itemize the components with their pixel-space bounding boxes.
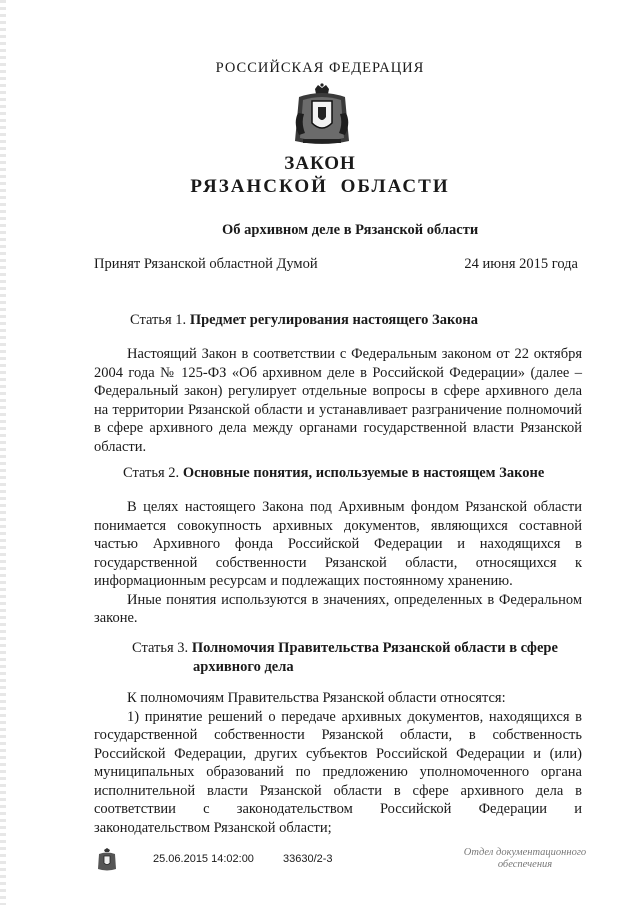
article-3-intro: К полномочиям Правительства Рязанской области относятся: — [127, 690, 506, 706]
article-2-p1: В целях настоящего Закона под Архивным фондом Рязанской области понимается совокупность архивных документов, являющихся составной частью Архивного фонда Российской Федерации и находящихся в государственной собственности Рязанской области, относящихся к информационным ресурсам и подлежащих постоянному хранению. — [94, 499, 582, 589]
article-2-heading — [123, 464, 544, 483]
article-1-text: Настоящий Закон в соответствии с Федеральным законом от 22 октября 2004 года № 125-ФЗ «Об архивном деле в Российской Федерации» (далее – Федеральный закон) регулирует отдельные вопросы в сфере архивного дела на территории Рязанской области и устанавливает разграничение полномочий в сфере архивного дела между органами государственной власти Рязанской области. — [94, 346, 582, 455]
footer-datetime: 25.06.2015 14:02:00 — [153, 853, 254, 865]
article-2-label: Статья 2. — [123, 465, 180, 481]
article-2-p2: Иные понятия используются в значениях, определенных в Федеральном законе. — [94, 591, 582, 626]
adoption-date: 24 июня 2015 года — [464, 256, 578, 272]
article-3-body — [94, 689, 582, 837]
adopted-by: Принят Рязанской областной Думой — [94, 256, 318, 272]
coat-of-arms-icon — [289, 83, 355, 149]
article-2-body — [94, 498, 582, 628]
article-1-title: Предмет регулирования настоящего Закона — [189, 312, 478, 328]
adoption-row — [94, 256, 578, 273]
article-3-title-line1: Полномочия Правительства Рязанской области в сфере — [191, 640, 558, 656]
article-3-title-line2-wrap — [193, 658, 294, 677]
article-1-label: Статья 1. — [130, 312, 187, 328]
article-3-item1: 1) принятие решений о передаче архивных документов, находящихся в государственной собственности Рязанской области, в собственность Российской Федерации, других субъектов Российской Федерации и (или) муниципальных образований по предложению уполномоченного органа исполнительной власти Рязанской области в сфере архивного дела в соответствии с законодательством Российской Федерации и законодательством Рязанской области; — [94, 708, 582, 836]
article-1-body — [94, 345, 582, 456]
law-title-line1: ЗАКОН — [284, 153, 356, 174]
article-3-label: Статья 3. — [132, 640, 189, 656]
article-2-title: Основные понятия, используемые в настоящем Законе — [182, 465, 545, 481]
country-header: РОССИЙСКАЯ ФЕДЕРАЦИЯ — [215, 60, 425, 76]
footer-number: 33630/2-3 — [283, 853, 333, 865]
article-3-title-line2: архивного дела — [193, 659, 294, 675]
stamp-line1: Отдел документационного — [463, 847, 587, 858]
article-3-heading — [132, 639, 558, 658]
article-1-heading — [130, 311, 478, 330]
scan-edge — [0, 0, 6, 905]
small-emblem-icon — [96, 847, 118, 873]
law-subtitle: Об архивном деле в Рязанской области — [222, 222, 479, 238]
law-title-line2: РЯЗАНСКОЙ ОБЛАСТИ — [190, 176, 450, 197]
department-stamp — [450, 847, 600, 871]
stamp-line2: обеспечения — [497, 859, 553, 870]
